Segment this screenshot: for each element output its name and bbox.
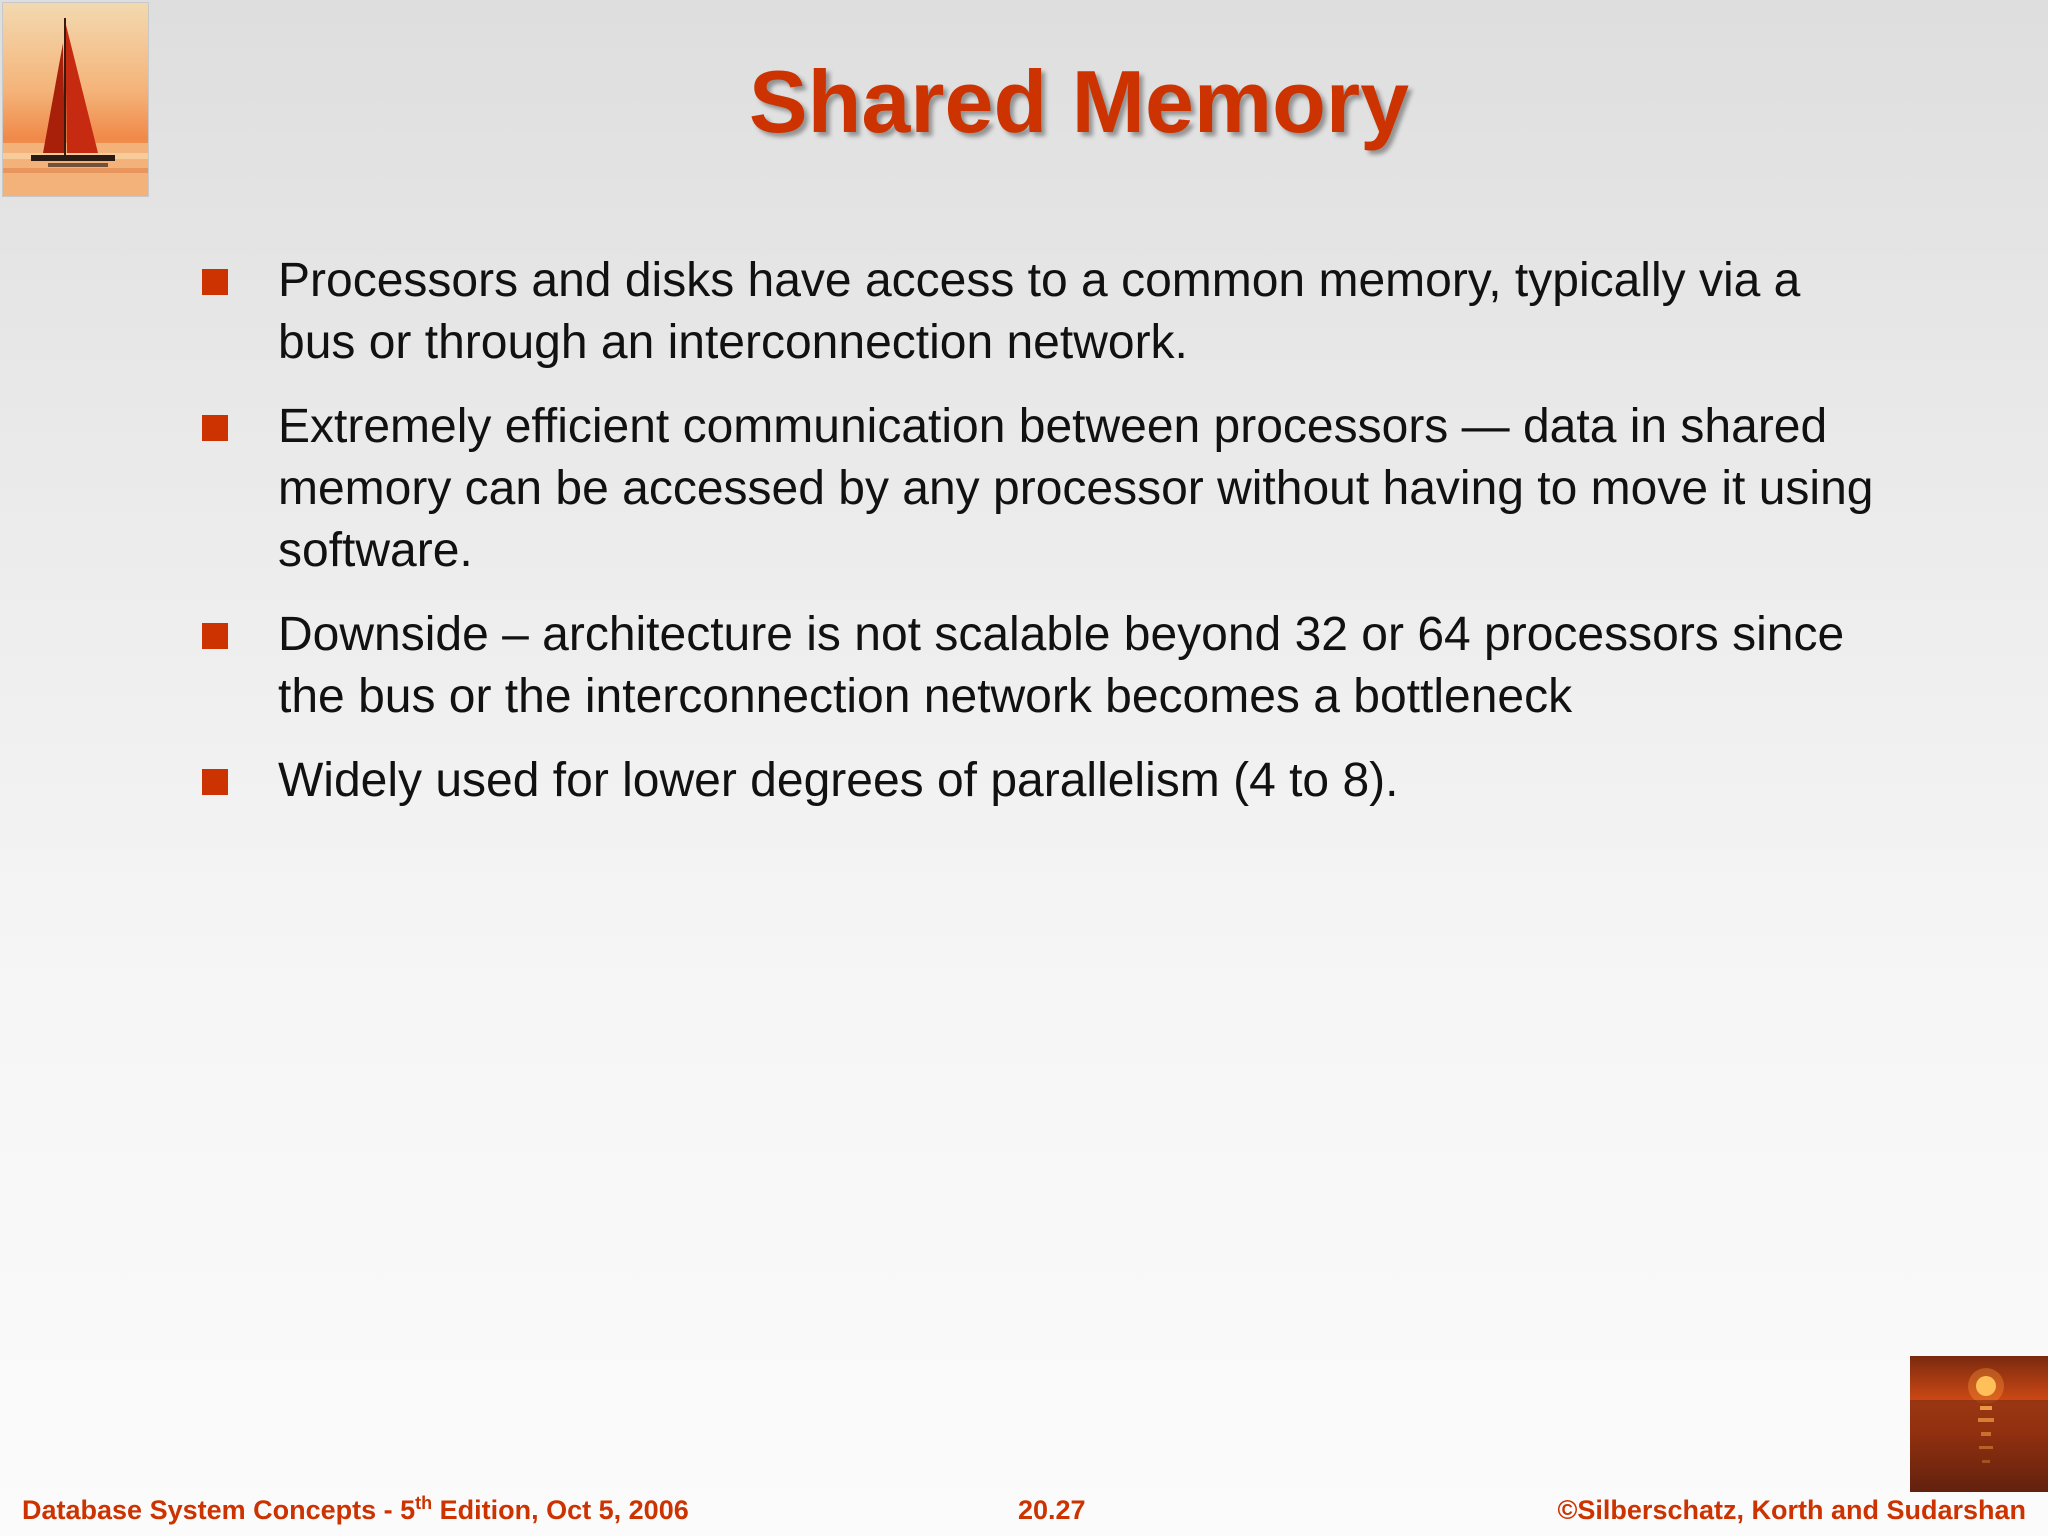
footer-course-text: Database System Concepts - 5 bbox=[22, 1495, 416, 1525]
bullet-item bbox=[200, 250, 1880, 374]
footer-copyright: ©Silberschatz, Korth and Sudarshan bbox=[1557, 1495, 2026, 1525]
bullet-text: Downside – architecture is not scalable beyond 32 or 64 processors since the bus or the interconnection network becomes a bottleneck bbox=[278, 608, 1845, 723]
footer-page-number: 20.27 bbox=[1018, 1495, 1086, 1525]
square-bullet-icon bbox=[202, 269, 228, 295]
bullet-text: Widely used for lower degrees of parallelism (4 to 8). bbox=[278, 754, 1399, 807]
sunset-image bbox=[1910, 1356, 2048, 1492]
square-bullet-icon bbox=[202, 623, 228, 649]
square-bullet-icon bbox=[202, 415, 228, 441]
slide-title: Shared Memory bbox=[748, 52, 1410, 151]
footer-course-sup: th bbox=[415, 1493, 433, 1513]
footer-course-text-2: Edition, Oct 5, 2006 bbox=[432, 1495, 689, 1525]
bullet-item bbox=[200, 396, 1880, 582]
bullet-list bbox=[200, 250, 1880, 834]
bullet-text: Processors and disks have access to a common memory, typically via a bus or through an interconnection network. bbox=[278, 254, 1801, 369]
square-bullet-icon bbox=[202, 769, 228, 795]
bullet-text: Extremely efficient communication between processors — data in shared memory can be accessed by any processor without having to move it using software. bbox=[278, 400, 1874, 577]
footer-course bbox=[22, 1494, 689, 1526]
bullet-item bbox=[200, 750, 1880, 812]
sunset-icon bbox=[1910, 1356, 2048, 1492]
bullet-item bbox=[200, 604, 1880, 728]
